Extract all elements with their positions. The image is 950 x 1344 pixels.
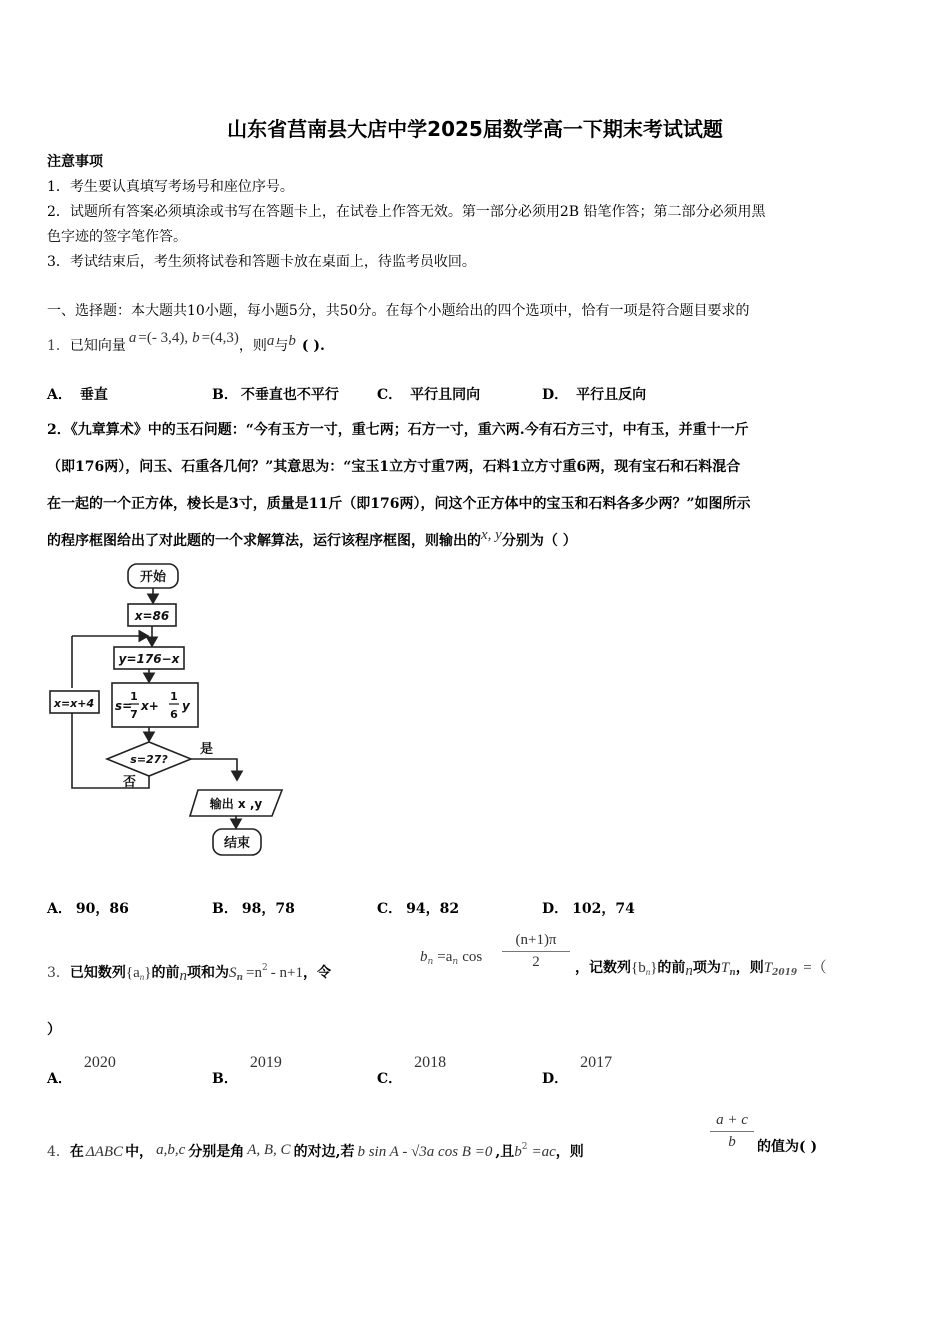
q2-line-3: 在一起的一个正方体，棱长是3寸，质量是11斤（即176两），问这个正方体中的宝玉和石料各多少两？”如图所示 xyxy=(47,496,751,512)
q1-option-c: C． 平行且同向 xyxy=(377,387,481,403)
question-4: 4．在 ΔABC 中， a,b,c 分别是角 A, B, C 的对边,若 b sin A - √3a cos B =0 ,且$b^2 =ac$，则 xyxy=(47,1142,584,1160)
flow-s-end: y xyxy=(182,699,190,713)
q1-number: 1． xyxy=(47,338,70,354)
q2-option-a: A． 90，86 xyxy=(47,901,129,917)
q2-line-4: 的程序框图给出了对此题的一个求解算法，运行该程序框图，则输出的x, y分别为（ ） xyxy=(47,527,577,549)
q1-stem-pre: 已知向量 xyxy=(69,338,126,354)
flow-frac2-num: 1 xyxy=(170,690,178,703)
q2-output-vars: x, y xyxy=(481,527,502,543)
q1-b-ref: b xyxy=(288,333,296,349)
q3-close-paren: ） xyxy=(47,1022,61,1038)
q1-vector-b: b xyxy=(192,330,200,346)
q2-line-1: 2．《九章算术》中的玉石问题：“今有玉方一寸，重七两；石方一寸，重六两.今有石方三寸，中有玉，并重十一斤 xyxy=(47,422,749,438)
flow-start-label: 开始 xyxy=(139,570,167,585)
notice-item-3: 3．考试结束后，考生须将试卷和答题卡放在桌面上，待监考员收回。 xyxy=(47,254,476,270)
q1-yu: 与 xyxy=(274,338,289,354)
q3-cos-denominator: 2 xyxy=(532,954,540,970)
q3-option-c: C．2018 xyxy=(377,1054,447,1087)
q3-cos-numerator: (n+1)π xyxy=(502,932,570,952)
q4-fraction-denominator: b xyxy=(728,1134,736,1150)
notice-item-2-cont: 色字迹的签字笔作答。 xyxy=(47,229,187,245)
flow-calc-y-label: y=176−x xyxy=(118,652,180,666)
q2-line-2: （即176两），问玉、石重各几何？”其意思为：“宝玉1立方寸重7两，石料1立方寸重6两，现有宝石和石料混合 xyxy=(47,459,741,475)
question-1 xyxy=(47,330,325,356)
section-heading: 一、选择题：本大题共10小题，每小题5分，共50分。在每个小题给出的四个选项中，恰有一项是符合题目要求的 xyxy=(47,303,750,319)
q3-option-a: A．2020 xyxy=(47,1054,116,1087)
q1-vector-b-value: =(4,3) xyxy=(201,330,239,346)
q1-option-b: B． 不垂直也不平行 xyxy=(212,387,339,403)
q3-cos-fraction xyxy=(502,932,570,971)
flow-end-label: 结束 xyxy=(223,836,251,851)
flow-condition-label: s=27? xyxy=(130,753,168,766)
notice-item-2: 2．试题所有答案必须填涂或书写在答题卡上，在试卷上作答无效。第一部分必须用2B 铅笔作答；第二部分必须用黑 xyxy=(47,204,766,220)
q1-vector-a: a xyxy=(128,330,137,346)
q3-stem-tail: ，记数列$\{b_n\}$的前n项为$T_n$，则$T_{2019}$ =（ xyxy=(575,960,827,979)
notice-heading: 注意事项 xyxy=(47,154,103,170)
q3-bn-def: $b_n =a_n$ cos xyxy=(420,949,483,967)
page-title: 山东省莒南县大店中学2025届数学高一下期末考试试题 xyxy=(227,117,723,141)
flow-frac1-num: 1 xyxy=(130,690,138,703)
q1-a-ref: a xyxy=(266,333,275,349)
q3-option-d: D．2017 xyxy=(542,1054,613,1087)
flow-frac2-den: 6 xyxy=(170,708,178,721)
question-3: 3．已知数列$\{a_n\}$的前n项和为$S_n =n^2 - n+1$，令 xyxy=(47,963,331,984)
notice-item-1: 1．考生要认真填写考场号和座位序号。 xyxy=(47,179,294,195)
flow-increment-label: x=x+4 xyxy=(53,697,95,710)
flow-output-label: 输出 x ,y xyxy=(209,797,263,811)
flow-yes-label: 是 xyxy=(200,742,214,757)
q4-fraction xyxy=(710,1112,754,1151)
q4-tail: 的值为( ) xyxy=(757,1139,818,1155)
flowchart xyxy=(40,558,300,868)
q1-blank: ( ). xyxy=(301,338,325,354)
q3-option-b: B．2019 xyxy=(212,1054,282,1087)
q1-vector-a-value: =(- 3,4), xyxy=(138,330,189,346)
flow-s-lhs: s= xyxy=(115,699,133,713)
q1-option-a: A． 垂直 xyxy=(47,387,108,403)
q4-fraction-numerator: a + c xyxy=(710,1112,754,1132)
q1-stem-mid: ，则 xyxy=(238,338,267,354)
q2-option-d: D． 102，74 xyxy=(542,901,635,917)
q1-option-d: D． 平行且反向 xyxy=(542,387,647,403)
flow-no-label: 否 xyxy=(123,775,137,790)
q2-option-c: C． 94，82 xyxy=(377,901,460,917)
flow-s-mid: x+ xyxy=(141,699,159,713)
q2-option-b: B． 98，78 xyxy=(212,901,295,917)
flow-init-label: x=86 xyxy=(134,609,170,623)
flow-frac1-den: 7 xyxy=(130,708,138,721)
